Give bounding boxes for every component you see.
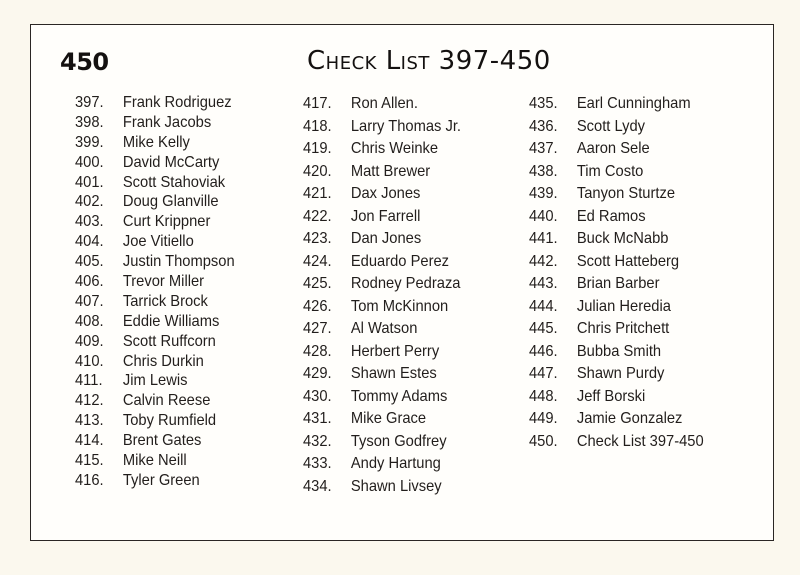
card-entry-number: 403. <box>75 213 104 231</box>
checklist-card <box>30 24 774 541</box>
card-entry-number: 437. <box>529 140 558 157</box>
player-name: Toby Rumfield <box>122 412 217 430</box>
player-name: Eduardo Perez <box>350 252 450 270</box>
checklist-entry <box>529 138 704 161</box>
card-entry-number: 421. <box>303 185 332 202</box>
checklist-entry <box>75 312 235 332</box>
player-name: Jeff Borski <box>576 387 646 405</box>
card-entry-number: 430. <box>303 387 332 405</box>
checklist-entry <box>303 116 461 139</box>
player-name: David McCarty <box>122 153 220 171</box>
player-name: Scott Stahoviak <box>122 173 226 191</box>
player-name: Al Watson <box>350 320 418 337</box>
checklist-entry <box>529 363 704 386</box>
checklist-entry <box>75 451 235 471</box>
card-entry-number: 426. <box>303 297 332 315</box>
card-entry-number: 433. <box>303 455 332 472</box>
card-entry-number: 418. <box>303 117 332 135</box>
checklist-entry <box>303 341 461 364</box>
checklist-entry <box>303 431 461 454</box>
player-name: Curt Krippner <box>122 213 211 231</box>
checklist-entry <box>303 363 461 386</box>
card-entry-number: 416. <box>75 471 104 489</box>
checklist-entry <box>303 93 461 116</box>
checklist-entry <box>303 183 461 206</box>
player-name: Mike Neill <box>122 452 187 470</box>
player-name: Larry Thomas Jr. <box>350 117 462 135</box>
checklist-entry <box>529 341 704 364</box>
checklist-entry <box>75 192 235 212</box>
player-name: Jon Farrell <box>350 207 421 225</box>
checklist-entry <box>529 318 704 341</box>
checklist-entry <box>529 431 704 454</box>
card-entry-number: 399. <box>75 133 104 151</box>
card-entry-number: 401. <box>75 173 104 191</box>
player-name: Brent Gates <box>122 432 202 450</box>
checklist-entry <box>529 93 704 116</box>
checklist-entry <box>75 113 235 133</box>
player-name: Tyson Godfrey <box>350 432 447 450</box>
player-name: Dan Jones <box>350 230 422 247</box>
player-name: Mike Kelly <box>122 133 190 151</box>
player-name: Andy Hartung <box>350 455 441 472</box>
checklist-entry <box>303 273 461 296</box>
card-entry-number: 424. <box>303 252 332 270</box>
checklist-entry <box>529 408 704 431</box>
player-name: Chris Durkin <box>122 352 204 370</box>
player-name: Check List 397-450 <box>576 432 704 450</box>
card-entry-number: 411. <box>75 372 103 390</box>
player-name: Shawn Livsey <box>350 477 442 495</box>
card-entry-number: 402. <box>75 193 104 211</box>
card-entry-number: 435. <box>529 95 558 112</box>
card-entry-number: 444. <box>529 297 558 315</box>
player-name: Jamie Gonzalez <box>576 410 683 427</box>
player-name: Eddie Williams <box>122 312 220 330</box>
checklist-entry <box>303 386 461 409</box>
checklist-entry <box>303 206 461 229</box>
checklist-entry <box>75 371 235 391</box>
checklist-entry <box>75 272 235 292</box>
card-entry-number: 410. <box>75 352 104 370</box>
checklist-entry <box>529 116 704 139</box>
checklist-entry <box>75 352 235 372</box>
card-entry-number: 441. <box>529 230 558 247</box>
player-name: Shawn Estes <box>350 365 437 382</box>
card-entry-number: 415. <box>75 452 104 470</box>
checklist-entry <box>75 173 235 193</box>
card-entry-number: 428. <box>303 342 332 360</box>
card-entry-number: 445. <box>529 320 558 337</box>
card-number: 450 <box>60 48 109 76</box>
card-entry-number: 408. <box>75 312 104 330</box>
card-entry-number: 407. <box>75 292 104 310</box>
player-name: Chris Pritchett <box>576 320 670 337</box>
checklist-entry <box>529 161 704 184</box>
player-name: Scott Hatteberg <box>576 252 680 270</box>
checklist-entry <box>75 391 235 411</box>
player-name: Calvin Reese <box>122 392 211 410</box>
card-entry-number: 425. <box>303 275 332 292</box>
player-name: Tom McKinnon <box>350 297 449 315</box>
player-name: Herbert Perry <box>350 342 440 360</box>
checklist-entry <box>303 476 461 499</box>
player-name: Matt Brewer <box>350 162 431 180</box>
checklist-column-1 <box>75 93 249 491</box>
checklist-entry <box>75 93 235 113</box>
card-entry-number: 431. <box>303 410 332 427</box>
checklist-entry <box>75 431 235 451</box>
checklist-entry <box>303 408 461 431</box>
checklist-entry <box>529 206 704 229</box>
player-name: Justin Thompson <box>122 253 235 271</box>
card-entry-number: 412. <box>75 392 104 410</box>
checklist-entry <box>529 251 704 274</box>
card-entry-number: 427. <box>303 320 332 337</box>
player-name: Joe Vitiello <box>122 233 194 251</box>
player-name: Ed Ramos <box>576 207 646 225</box>
checklist-column-2 <box>303 93 475 498</box>
player-name: Doug Glanville <box>122 193 219 211</box>
card-entry-number: 413. <box>75 412 104 430</box>
card-entry-number: 446. <box>529 342 558 360</box>
checklist-entry <box>303 318 461 341</box>
card-entry-number: 449. <box>529 410 558 427</box>
checklist-entry <box>529 183 704 206</box>
checklist-entry <box>75 332 235 352</box>
card-entry-number: 414. <box>75 432 104 450</box>
checklist-entry <box>303 296 461 319</box>
player-name: Scott Ruffcorn <box>122 332 216 350</box>
card-entry-number: 423. <box>303 230 332 247</box>
player-name: Tommy Adams <box>350 387 448 405</box>
card-entry-number: 434. <box>303 477 332 495</box>
checklist-entry <box>75 471 235 491</box>
player-name: Shawn Purdy <box>576 365 665 382</box>
checklist-column-3 <box>529 93 719 453</box>
player-name: Tanyon Sturtze <box>576 185 676 202</box>
card-entry-number: 443. <box>529 275 558 292</box>
checklist-entry <box>75 292 235 312</box>
checklist-entry <box>303 161 461 184</box>
card-entry-number: 438. <box>529 162 558 180</box>
player-name: Chris Weinke <box>350 140 439 157</box>
player-name: Bubba Smith <box>576 342 662 360</box>
card-entry-number: 447. <box>529 365 558 382</box>
card-entry-number: 448. <box>529 387 558 405</box>
card-entry-number: 409. <box>75 332 104 350</box>
player-name: Scott Lydy <box>576 117 646 135</box>
checklist-entry <box>529 273 704 296</box>
player-name: Dax Jones <box>350 185 421 202</box>
checklist-entry <box>75 212 235 232</box>
player-name: Jim Lewis <box>122 372 188 390</box>
checklist-entry <box>303 228 461 251</box>
card-entry-number: 406. <box>75 273 104 291</box>
checklist-entry <box>529 386 704 409</box>
checklist-entry <box>529 296 704 319</box>
checklist-entry <box>303 138 461 161</box>
checklist-entry <box>303 453 461 476</box>
card-entry-number: 420. <box>303 162 332 180</box>
card-entry-number: 405. <box>75 253 104 271</box>
card-entry-number: 439. <box>529 185 558 202</box>
checklist-entry <box>75 411 235 431</box>
card-entry-number: 404. <box>75 233 104 251</box>
player-name: Tarrick Brock <box>122 292 208 310</box>
card-entry-number: 429. <box>303 365 332 382</box>
player-name: Earl Cunningham <box>576 95 691 112</box>
checklist-entry <box>303 251 461 274</box>
checklist-entry <box>75 232 235 252</box>
player-name: Tyler Green <box>122 471 200 489</box>
card-title: Check List 397-450 <box>307 46 551 76</box>
player-name: Trevor Miller <box>122 273 205 291</box>
player-name: Buck McNabb <box>576 230 669 247</box>
player-name: Rodney Pedraza <box>350 275 461 292</box>
card-entry-number: 419. <box>303 140 332 157</box>
card-entry-number: 432. <box>303 432 332 450</box>
player-name: Tim Costo <box>576 162 644 180</box>
card-entry-number: 422. <box>303 207 332 225</box>
card-entry-number: 397. <box>75 94 104 111</box>
player-name: Frank Rodriguez <box>122 94 232 111</box>
player-name: Ron Allen. <box>350 95 418 112</box>
card-entry-number: 440. <box>529 207 558 225</box>
player-name: Julian Heredia <box>576 297 671 315</box>
card-entry-number: 398. <box>75 113 104 131</box>
checklist-entry <box>75 153 235 173</box>
card-entry-number: 417. <box>303 95 332 112</box>
player-name: Brian Barber <box>576 275 660 292</box>
card-entry-number: 436. <box>529 117 558 135</box>
checklist-entry <box>529 228 704 251</box>
card-entry-number: 400. <box>75 153 104 171</box>
checklist-entry <box>75 252 235 272</box>
card-entry-number: 450. <box>529 432 558 450</box>
checklist-entry <box>75 133 235 153</box>
player-name: Aaron Sele <box>576 140 650 157</box>
player-name: Mike Grace <box>350 410 427 427</box>
card-entry-number: 442. <box>529 252 558 270</box>
player-name: Frank Jacobs <box>122 113 212 131</box>
